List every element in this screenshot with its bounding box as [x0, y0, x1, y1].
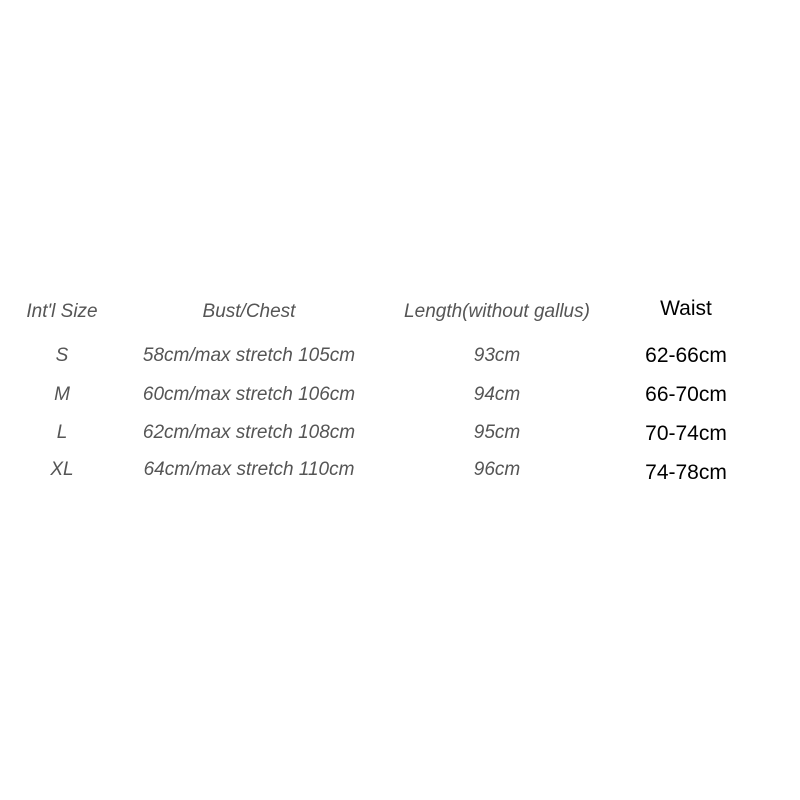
- size-cell: XL: [50, 459, 74, 480]
- length-cell: 93cm: [473, 345, 521, 366]
- size-cell: M: [54, 384, 70, 405]
- length-cell: 96cm: [473, 459, 521, 480]
- waist-cell: 62-66cm: [645, 344, 727, 367]
- size-cell: L: [56, 422, 68, 443]
- bust-cell: 58cm/max stretch 105cm: [142, 345, 356, 366]
- header-bust-chest: Bust/Chest: [202, 301, 296, 322]
- bust-cell: 62cm/max stretch 108cm: [142, 422, 356, 443]
- header-intl-size: Int'l Size: [26, 301, 98, 322]
- waist-cell: 66-70cm: [645, 383, 727, 406]
- waist-cell: 70-74cm: [645, 422, 727, 445]
- length-cell: 94cm: [473, 384, 521, 405]
- length-cell: 95cm: [473, 422, 521, 443]
- size-cell: S: [55, 345, 69, 366]
- waist-cell: 74-78cm: [645, 461, 727, 484]
- header-length: Length(without gallus): [404, 301, 590, 322]
- header-waist: Waist: [660, 297, 712, 320]
- bust-cell: 60cm/max stretch 106cm: [142, 384, 356, 405]
- bust-cell: 64cm/max stretch 110cm: [143, 459, 355, 480]
